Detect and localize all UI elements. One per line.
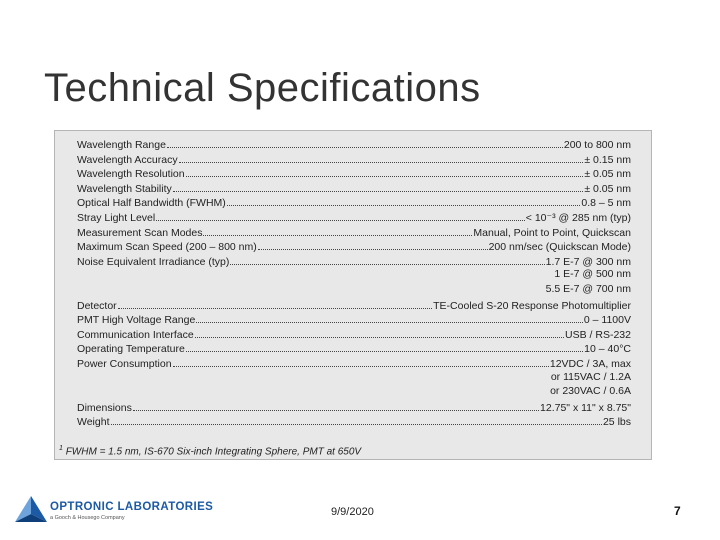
spec-row: [77, 195, 631, 209]
pyramid-logo-icon: [14, 494, 48, 524]
dotted-leader: [173, 191, 584, 192]
spec-label: Measurement Scan Modes: [77, 226, 203, 239]
dotted-leader: [186, 176, 584, 177]
spec-value: Manual, Point to Point, Quickscan: [473, 226, 631, 239]
spec-row: [77, 137, 631, 151]
footnote: [59, 445, 361, 457]
footnote-marker: 1: [59, 445, 63, 452]
slide-date: 9/9/2020: [331, 506, 374, 518]
spec-row: [77, 225, 631, 239]
spec-value-continuation: 5.5 E-7 @ 700 nm: [545, 283, 631, 295]
spec-label: Wavelength Resolution: [77, 168, 185, 181]
spec-row: [77, 356, 631, 370]
spec-label: Maximum Scan Speed (200 – 800 nm): [77, 241, 257, 254]
spec-label: PMT High Voltage Range: [77, 314, 196, 327]
spec-value: ± 0.05 nm: [584, 168, 631, 181]
spec-row: [77, 152, 631, 166]
spec-row: [77, 414, 631, 428]
spec-row: [77, 210, 631, 224]
spec-label: Power Consumption: [77, 358, 172, 370]
spec-value: 0 – 1100V: [583, 314, 631, 327]
spec-value: 12.75" x 11" x 8.75": [540, 401, 631, 414]
company-logo: [14, 494, 244, 526]
dotted-leader: [179, 162, 584, 163]
spec-label: Dimensions: [77, 401, 132, 414]
spec-label: Weight: [77, 416, 110, 429]
dotted-leader: [111, 424, 602, 425]
spec-label: Noise Equivalent Irradiance (typ): [77, 255, 230, 268]
dotted-leader: [156, 220, 525, 221]
dotted-leader: [118, 308, 432, 309]
spec-row: [77, 166, 631, 180]
spec-row: [77, 298, 631, 312]
spec-label: Communication Interface: [77, 328, 194, 341]
dotted-leader: [173, 366, 549, 367]
spec-value: 10 – 40°C: [584, 343, 631, 356]
spec-table: [54, 130, 652, 460]
spec-row: [77, 239, 631, 253]
spec-row: [77, 181, 631, 195]
dotted-leader: [258, 249, 488, 250]
spec-label: Stray Light Level: [77, 212, 156, 224]
dotted-leader: [230, 264, 544, 265]
dotted-leader: [133, 410, 539, 411]
spec-value-continuation: 1 E-7 @ 500 nm: [554, 268, 631, 281]
spec-value: 25 lbs: [602, 416, 631, 429]
dotted-leader: [167, 147, 563, 148]
spec-row: [77, 312, 631, 326]
spec-label: Wavelength Accuracy: [77, 153, 178, 166]
spec-value: TE-Cooled S-20 Response Photomultiplier: [433, 299, 631, 312]
spec-value: 200 to 800 nm: [563, 139, 631, 151]
page-number: 7: [674, 504, 681, 518]
spec-value: < 10⁻³ @ 285 nm (typ): [525, 212, 631, 224]
dotted-leader: [195, 337, 564, 338]
dotted-leader: [196, 322, 583, 323]
spec-value: USB / RS-232: [565, 328, 631, 341]
spec-row: [77, 254, 631, 268]
footnote-text: FWHM = 1.5 nm, IS-670 Six-inch Integrating Sphere, PMT at 650V: [65, 446, 362, 458]
spec-label: Detector: [77, 299, 117, 312]
logo-name: OPTRONIC LABORATORIES: [50, 501, 214, 513]
spec-label: Operating Temperature: [77, 343, 185, 356]
spec-value: ± 0.15 nm: [584, 153, 631, 166]
logo-tagline: a Gooch & Housego Company: [50, 515, 125, 521]
spec-row: [77, 327, 631, 341]
spec-label: Wavelength Stability: [77, 182, 172, 195]
dotted-leader: [203, 235, 472, 236]
dotted-leader: [186, 351, 583, 352]
dotted-leader: [227, 205, 581, 206]
spec-value: 1.7 E-7 @ 300 nm: [545, 255, 631, 268]
spec-value-continuation: or 230VAC / 0.6A: [550, 385, 631, 398]
spec-value: 12VDC / 3A, max: [549, 358, 631, 370]
spec-value: 200 nm/sec (Quickscan Mode): [488, 241, 631, 254]
spec-value: 0.8 – 5 nm: [581, 197, 631, 210]
slide-title: Technical Specifications: [44, 66, 481, 110]
spec-label: Optical Half Bandwidth (FWHM): [77, 197, 226, 210]
spec-value-continuation: or 115VAC / 1.2A: [550, 370, 631, 383]
spec-row: [77, 341, 631, 355]
spec-label: Wavelength Range: [77, 139, 166, 151]
spec-value: ± 0.05 nm: [584, 182, 631, 195]
spec-row: [77, 400, 631, 414]
